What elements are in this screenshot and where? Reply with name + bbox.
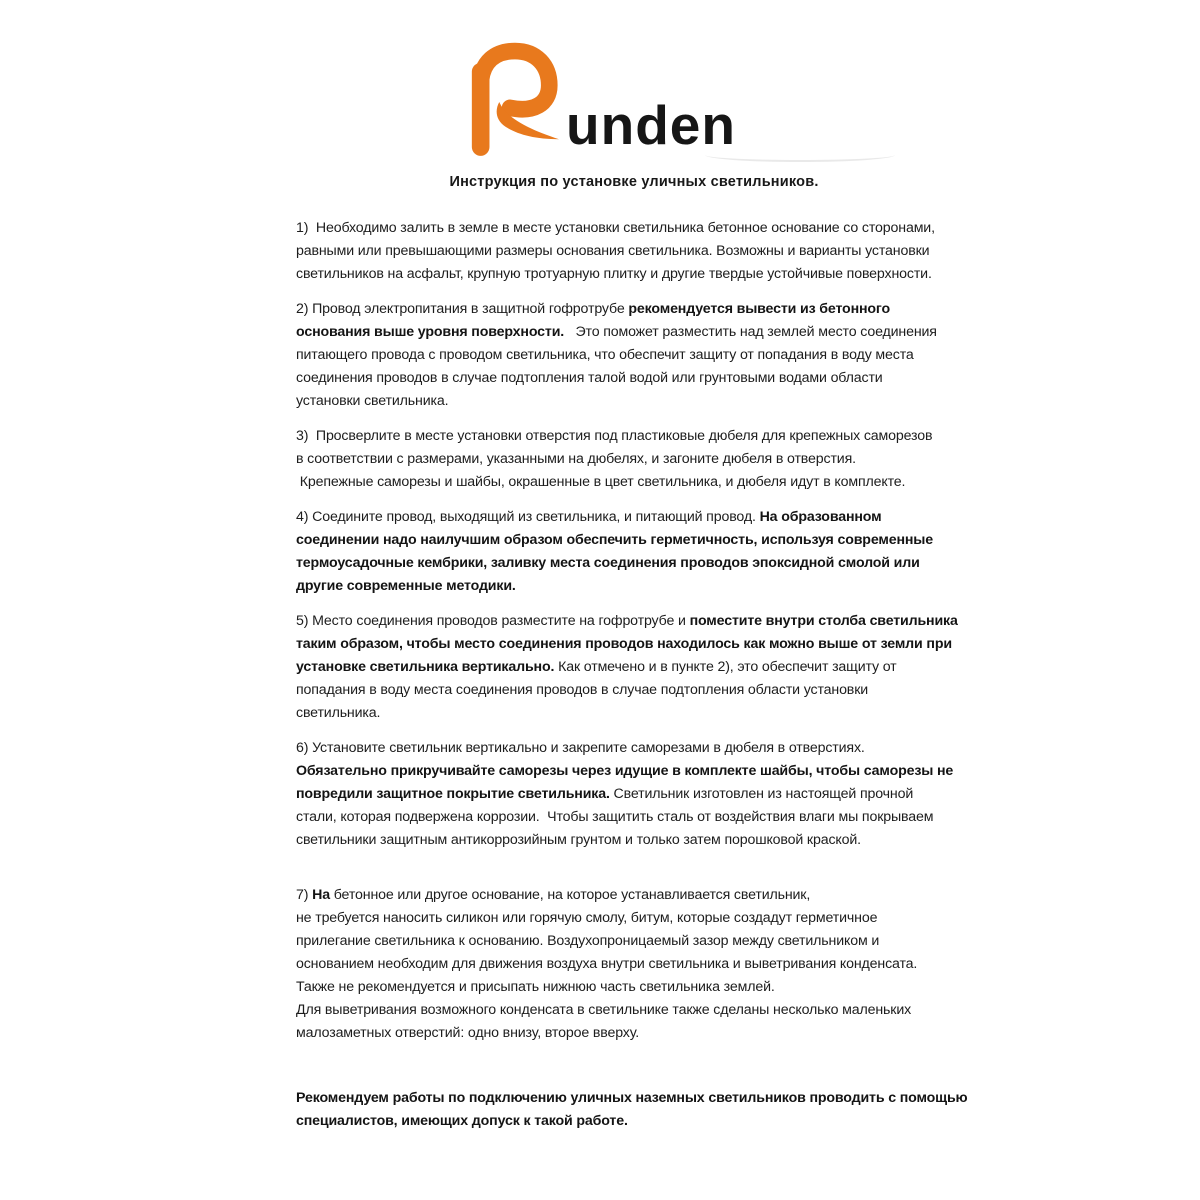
paragraph-line: 7) На бетонное или другое основание, на которое устанавливается светильник,: [296, 887, 811, 903]
paragraph-line: специалистов, имеющих допуск к такой работе.: [296, 1113, 628, 1129]
paragraph-line: термоусадочные кембрики, заливку места соединения проводов эпоксидной смолой или: [296, 555, 920, 571]
paragraph: [296, 1087, 972, 1133]
paragraph-line: 4) Соедините провод, выходящий из светильника, и питающий провод. На образованном: [296, 509, 882, 525]
paragraph-line: установки светильника.: [296, 393, 449, 409]
page-title: Инструкция по установке уличных светильников.: [449, 174, 819, 190]
paragraph: [296, 737, 972, 852]
paragraph-line: 5) Место соединения проводов разместите на гофротрубе и поместите внутри столба светильника: [296, 613, 958, 629]
paragraph-line: Рекомендуем работы по подключению уличных наземных светильников проводить с помощью: [296, 1090, 968, 1106]
logo: [0, 42, 1200, 160]
paragraph-line: прилегание светильника к основанию. Воздухопроницаемый зазор между светильником и: [296, 933, 880, 949]
paragraph-line: питающего провода с проводом светильника, что обеспечит защиту от попадания в воду места: [296, 347, 914, 363]
paragraph: [296, 884, 972, 1045]
paragraph: [296, 298, 972, 413]
paragraph-line: светильники защитным антикоррозийным грунтом и только затем порошковой краской.: [296, 832, 861, 848]
paragraph-line: повредили защитное покрытие светильника. Светильник изготовлен из настоящей прочной: [296, 786, 914, 802]
paragraph-line: Крепежные саморезы и шайбы, окрашенные в цвет светильника, и дюбеля идут в комплекте.: [296, 474, 906, 490]
paragraph-line: 6) Установите светильник вертикально и закрепите саморезами в дюбеля в отверстиях.: [296, 740, 865, 756]
paragraph-line: 2) Провод электропитания в защитной гофротрубе рекомендуется вывести из бетонного: [296, 301, 891, 317]
paragraph-line: попадания в воду места соединения проводов в случае подтопления области установки: [296, 682, 869, 698]
paragraph: [296, 506, 972, 598]
scan-artifact: [705, 148, 895, 162]
paragraph-line: таким образом, чтобы место соединения проводов находилось как можно выше от земли при: [296, 636, 952, 652]
paragraph-line: установке светильника вертикально. Как отмечено и в пункте 2), это обеспечит защиту от: [296, 659, 897, 675]
paragraph-line: светильников на асфальт, крупную тротуарную плитку и другие твердые устойчивые поверхности.: [296, 266, 932, 282]
paragraph-line: 3) Просверлите в месте установки отверстия под пластиковые дюбеля для крепежных саморезов: [296, 428, 933, 444]
paragraph-line: Для выветривания возможного конденсата в светильнике также сделаны несколько маленьких: [296, 1002, 912, 1018]
paragraph-line: другие современные методики.: [296, 578, 516, 594]
paragraph-line: в соответствии с размерами, указанными на дюбелях, и загоните дюбеля в отверстия.: [296, 451, 856, 467]
paragraph-line: стали, которая подвержена коррозии. Чтобы защитить сталь от воздействия влаги мы покрываем: [296, 809, 934, 825]
paragraph: [296, 217, 972, 286]
logo-wordmark: unden: [566, 94, 736, 156]
paragraph: [296, 610, 972, 725]
paragraphs: [296, 217, 972, 1145]
paragraph-line: соединении надо наилучшим образом обеспечить герметичность, используя современные: [296, 532, 934, 548]
paragraph-line: равными или превышающими размеры основания светильника. Возможны и варианты установки: [296, 243, 930, 259]
paragraph-line: светильника.: [296, 705, 381, 721]
paragraph-line: основанием необходим для движения воздуха внутри светильника и выветривания конденсата.: [296, 956, 918, 972]
paragraph-line: 1) Необходимо залить в земле в месте установки светильника бетонное основание со сторонами,: [296, 220, 935, 236]
paragraph-line: малозаметных отверстий: одно внизу, второе вверху.: [296, 1025, 640, 1041]
paragraph-line: Также не рекомендуется и присыпать нижнюю часть светильника землей.: [296, 979, 775, 995]
paragraph-line: соединения проводов в случае подтопления талой водой или грунтовыми водами области: [296, 370, 883, 386]
paragraph-line: не требуется наносить силикон или горячую смолу, битум, которые создадут герметичное: [296, 910, 878, 926]
logo-r-icon: [464, 42, 562, 160]
paragraph: [296, 425, 972, 494]
paragraph-line: основания выше уровня поверхности. Это поможет разместить над землей место соединения: [296, 324, 937, 340]
paragraph-line: Обязательно прикручивайте саморезы через идущие в комплекте шайбы, чтобы саморезы не: [296, 763, 954, 779]
